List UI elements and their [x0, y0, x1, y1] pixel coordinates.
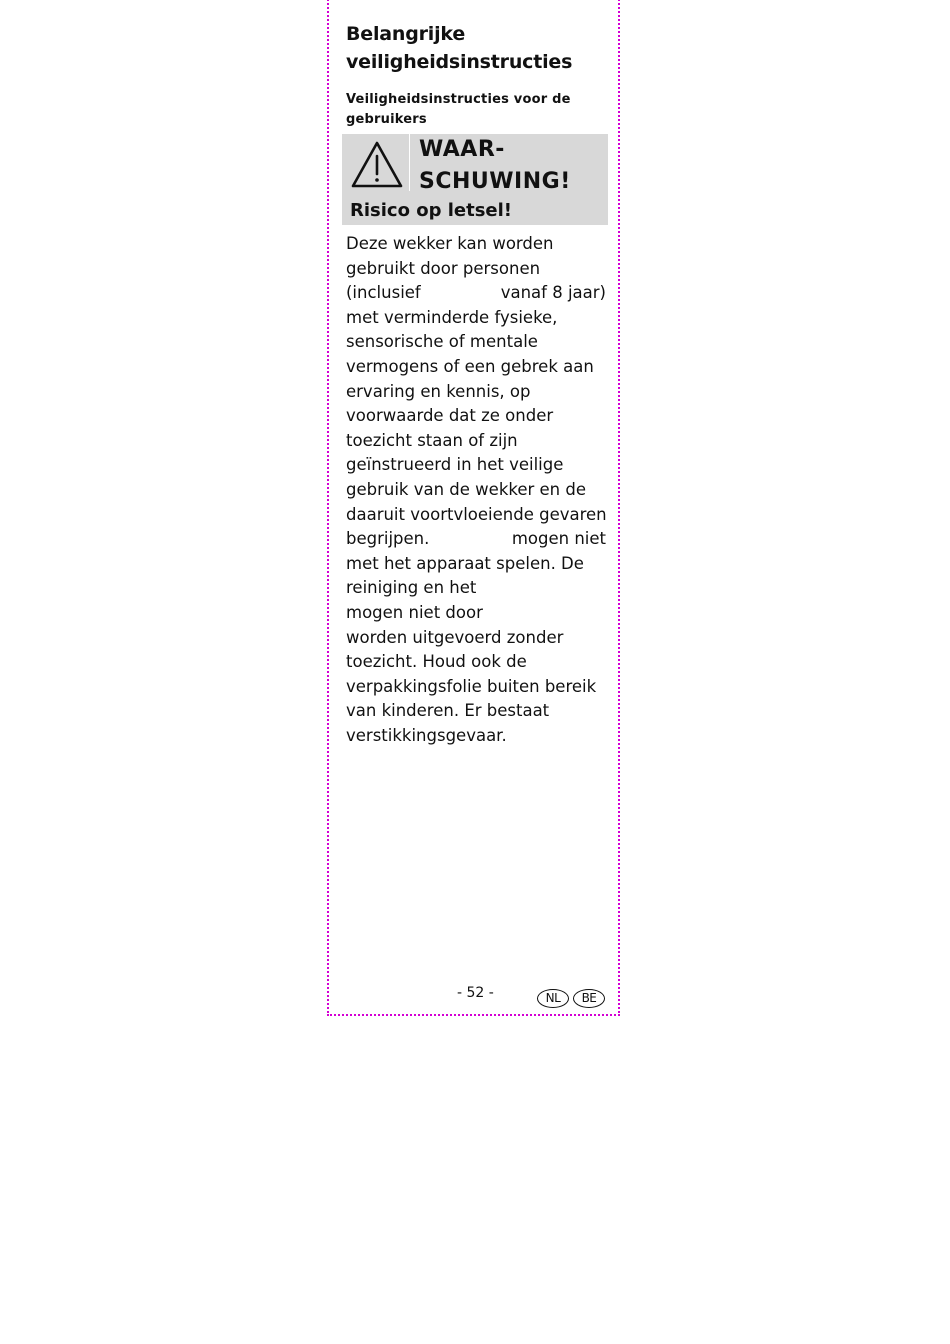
warning-title-line2: SCHUWING!: [419, 169, 571, 194]
body-paragraph: [346, 232, 606, 748]
body-line: verpakkingsfolie buiten bereik: [346, 676, 597, 696]
body-line: met verminderde fysieke,: [346, 307, 558, 327]
body-line-part: vanaf 8 jaar): [500, 283, 606, 303]
body-line: [346, 527, 606, 552]
body-line: voorwaarde dat ze onder: [346, 406, 554, 426]
language-badges: [537, 989, 605, 1008]
body-line: ervaring en kennis, op: [346, 381, 531, 401]
warning-title-line1: WAAR-: [419, 137, 505, 162]
language-badge-be: BE: [573, 989, 605, 1008]
section-subtitle-line1: Veiligheidsinstructies voor de: [346, 92, 571, 107]
section-title-line2: veiligheidsinstructies: [346, 51, 573, 73]
body-line: mogen niet door: [346, 602, 483, 622]
body-line: sensorische of mentale: [346, 332, 538, 352]
page-number: - 52 -: [457, 985, 494, 1001]
section-title-line1: Belangrijke: [346, 23, 466, 45]
language-badge-nl: NL: [537, 989, 569, 1008]
body-line: verstikkingsgevaar.: [346, 725, 507, 745]
body-line: reiniging en het: [346, 578, 477, 598]
section-header: [346, 20, 608, 130]
body-line: gebruik van de wekker en de: [346, 479, 586, 499]
warning-box: [342, 134, 608, 225]
body-line-part: begrijpen.: [346, 529, 430, 549]
body-line: daaruit voortvloeiende gevaren: [346, 504, 607, 524]
body-line: geïnstrueerd in het veilige: [346, 455, 564, 475]
warning-divider: [409, 134, 410, 191]
warning-triangle-icon: [350, 140, 404, 190]
body-line-part: (inclusief: [346, 283, 421, 303]
warning-risk: Risico op letsel!: [350, 200, 513, 221]
body-line: Deze wekker kan worden: [346, 234, 554, 253]
body-line-part: mogen niet: [511, 529, 606, 549]
body-line: met het apparaat spelen. De: [346, 553, 584, 573]
body-line: gebruikt door personen: [346, 258, 541, 278]
body-line: [346, 281, 606, 306]
body-line: vermogens of een gebrek aan: [346, 356, 594, 376]
body-line: van kinderen. Er bestaat: [346, 701, 550, 721]
warning-title: [419, 134, 571, 198]
body-line: toezicht staan of zijn: [346, 430, 518, 450]
body-line: worden uitgevoerd zonder: [346, 627, 564, 647]
body-line: toezicht. Houd ook de: [346, 652, 527, 672]
section-subtitle-line2: gebruikers: [346, 112, 427, 127]
